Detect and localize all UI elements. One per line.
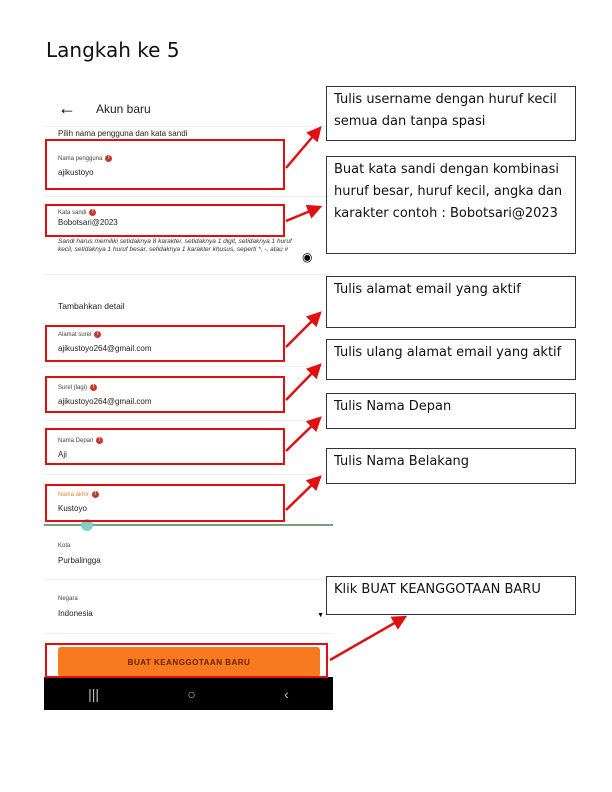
arrow-left-icon[interactable]: ←: [58, 98, 76, 118]
section-heading: Pilih nama pengguna dan kata sandi: [58, 129, 188, 138]
alert-icon: !: [92, 491, 99, 498]
callout-email-confirm: Tulis ulang alamat email yang aktif: [326, 339, 576, 380]
field-value: ajikustoyo: [58, 168, 94, 177]
arrow: [286, 313, 320, 347]
arrow: [286, 418, 320, 451]
back-nav-icon[interactable]: ‹: [284, 685, 289, 702]
callout-email: Tulis alamat email yang aktif: [326, 276, 576, 328]
field-value: Kustoyo: [58, 504, 87, 513]
field-value: ajikustoyo264@gmail.com: [58, 344, 152, 353]
callout-username: Tulis username dengan huruf kecil semua dan tanpa spasi: [326, 86, 576, 141]
field-label: Nama akhir: [58, 491, 89, 498]
field-value: ajikustoyo264@gmail.com: [58, 397, 152, 406]
field-label: Nama pengguna: [58, 155, 103, 162]
arrow: [330, 617, 405, 660]
recent-apps-icon[interactable]: |||: [88, 685, 100, 702]
field-label: Kata sandi: [58, 209, 87, 216]
callout-first-name: Tulis Nama Depan: [326, 393, 576, 429]
field-label: Alamat surel: [58, 331, 92, 338]
alert-icon: !: [90, 384, 97, 391]
dropdown-arrow-icon: ▼: [317, 612, 324, 619]
home-icon[interactable]: ○: [187, 685, 196, 702]
field-value: Indonesia: [58, 609, 93, 618]
field-label: Negara: [58, 596, 78, 602]
callout-button: Klik BUAT KEANGGOTAAN BARU: [326, 576, 576, 615]
field-label: Kota: [58, 543, 71, 549]
field-value: Bobotsari@2023: [58, 218, 118, 227]
callout-last-name: Tulis Nama Belakang: [326, 448, 576, 484]
step-title: Langkah ke 5: [46, 38, 180, 62]
alert-icon: !: [89, 209, 96, 216]
create-account-button[interactable]: BUAT KEANGGOTAAN BARU: [58, 647, 320, 677]
arrow: [286, 128, 320, 168]
arrow: [286, 477, 320, 510]
alert-icon: !: [94, 331, 101, 338]
arrow: [286, 365, 320, 400]
password-hint: Sandi harus memiliki setidaknya 8 karakter, setidaknya 1 digit, setidaknya 1 huruf kecil, setidaknya 1 huruf besar, setidaknya 1 karakter khusus, seperti *, -, atau #: [58, 238, 292, 253]
arrow: [286, 207, 320, 221]
alert-icon: !: [105, 155, 112, 162]
field-value: Aji: [58, 450, 67, 459]
section-heading: Tambahkan detail: [58, 301, 125, 311]
field-value: Purbalingga: [58, 556, 101, 565]
eye-off-icon[interactable]: ◉: [302, 250, 313, 264]
header-title: Akun baru: [96, 102, 151, 116]
alert-icon: !: [96, 437, 103, 444]
field-label: Nama Depan: [58, 437, 94, 444]
field-label: Surel (lagi): [58, 384, 88, 391]
callout-password: Buat kata sandi dengan kombinasi huruf besar, huruf kecil, angka dan karakter contoh : Bobotsari@2023: [326, 156, 576, 254]
